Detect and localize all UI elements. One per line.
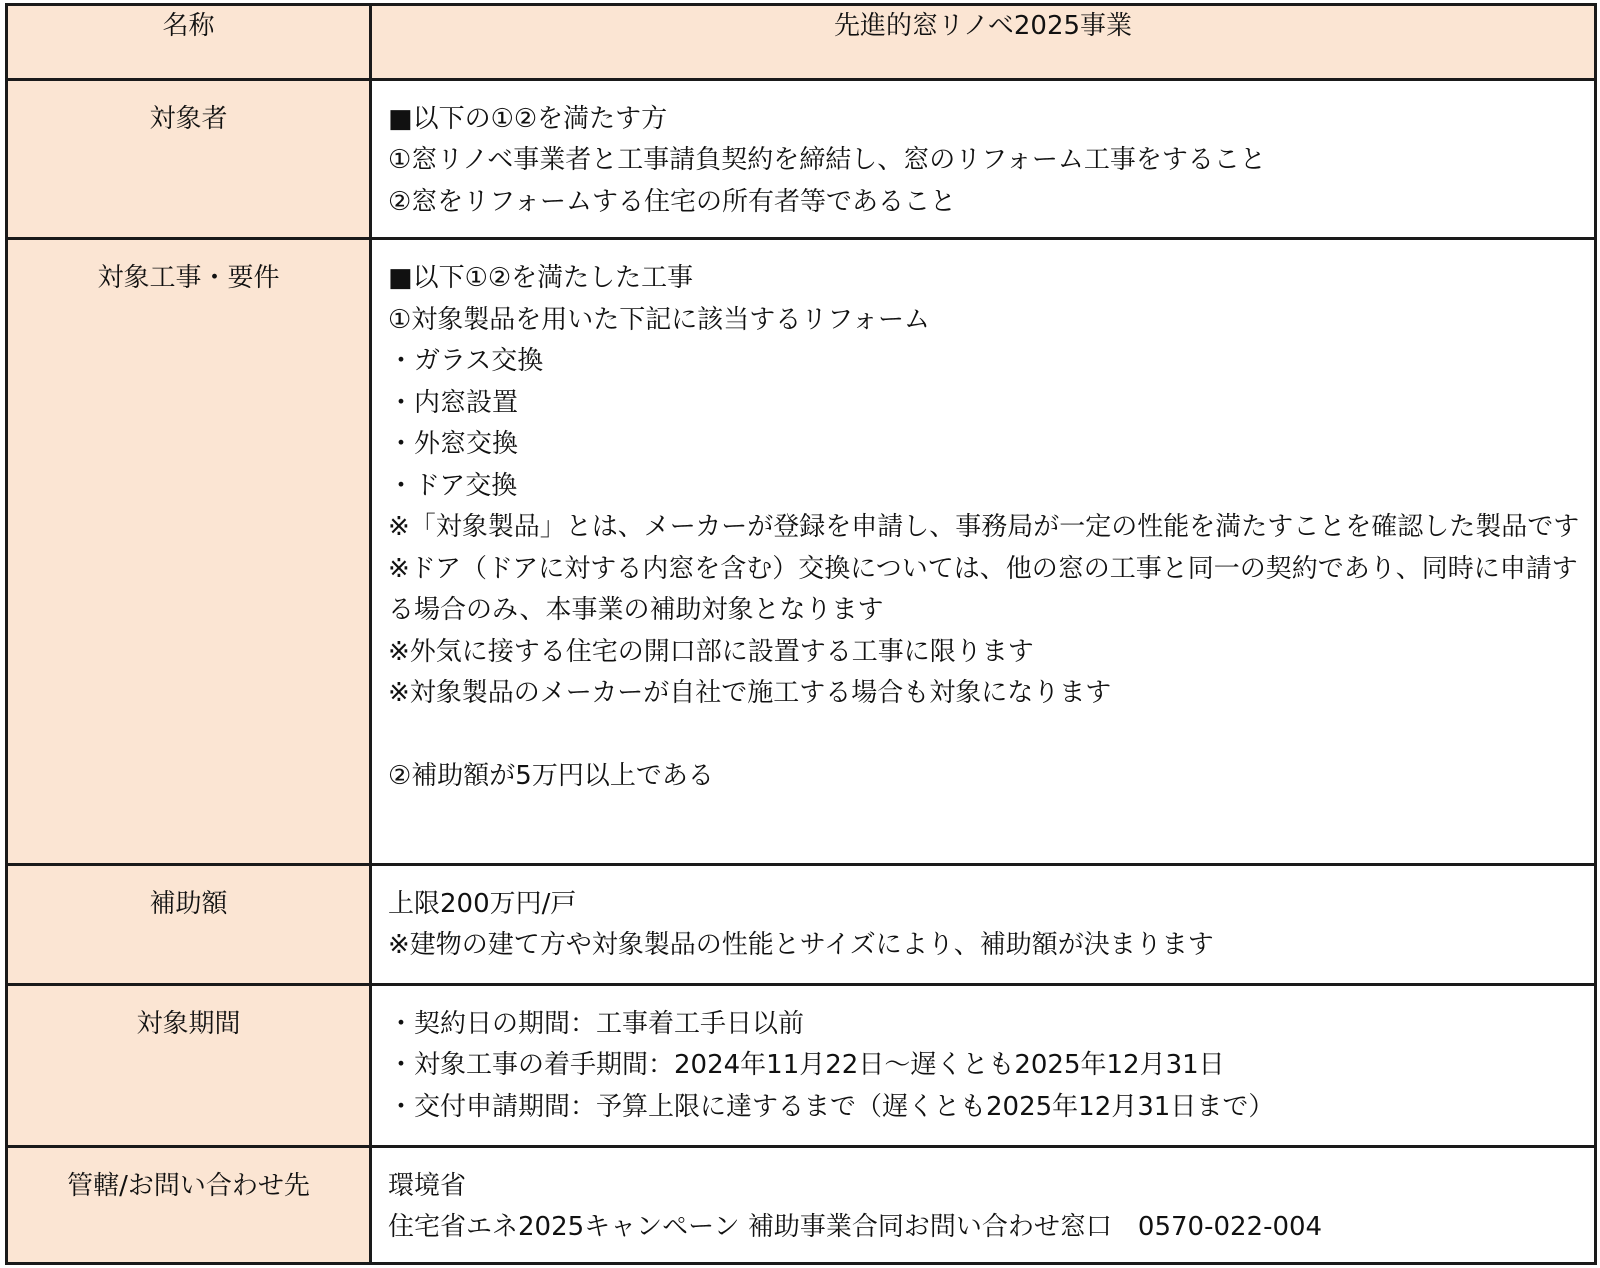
row-label-text: 対象期間 [136, 1008, 241, 1039]
row-label-text: 管轄/お問い合わせ先 [67, 1170, 310, 1201]
table-row-target-period [7, 984, 1596, 1146]
row-value-cell [371, 864, 1596, 984]
header-value-cell [371, 5, 1596, 80]
row-label-text: 補助額 [149, 888, 228, 919]
header-label-text: 名称 [162, 11, 215, 41]
row-value-cell [371, 239, 1596, 864]
row-value-cell [371, 1146, 1596, 1263]
row-value-cell [371, 984, 1596, 1146]
table-header-row [7, 5, 1596, 80]
row-label-cell [7, 864, 371, 984]
table-row-target-works [7, 239, 1596, 864]
row-value-cell [371, 79, 1596, 238]
row-value-text: ■以下の①②を満たす方 ①窓リノベ事業者と工事請負契約を締結し、窓のリフォーム工事をすること ②窓をリフォームする住宅の所有者等であること [388, 103, 1266, 217]
row-label-cell [7, 1146, 371, 1263]
header-label-cell [7, 5, 371, 80]
row-value-text: ■以下①②を満たした工事 ①対象製品を用いた下記に該当するリフォーム ・ガラス交換 ・内窓設置 ・外窓交換 ・ドア交換 ※「対象製品」とは、メーカーが登録を申請し、事務局が一定の性能を満たすことを確認した製品です ※ドア（ドアに対する内窓を含む）交換については、他の窓の工事と同一の契約であり、同時に申請する場合のみ、本事業の補助対象となります ※外気に接する住宅の開口部に設置する工事に限ります ※対象製品のメーカーが自社で施工する場合も対象になります ②補助額が5万円以上である [388, 263, 1580, 792]
table-row-subsidy-amount [7, 864, 1596, 984]
row-value-text: 上限200万円/戸 ※建物の建て方や対象製品の性能とサイズにより、補助額が決まります [388, 888, 1214, 961]
row-label-cell [7, 79, 371, 238]
row-label-cell [7, 984, 371, 1146]
subsidy-info-table [5, 3, 1597, 1265]
table-row-target-persons [7, 79, 1596, 238]
table-row-contact [7, 1146, 1596, 1263]
row-label-text: 対象者 [149, 103, 228, 134]
row-value-text: ・契約日の期間：工事着工手日以前 ・対象工事の着手期間：2024年11月22日～遅くとも2025年12月31日 ・交付申請期間：予算上限に達するまで（遅くとも2025年12月31日まで） [388, 1008, 1275, 1122]
row-value-text: 環境省 住宅省エネ2025キャンペーン 補助事業合同お問い合わせ窓口 0570-022-004 [388, 1170, 1323, 1243]
row-label-cell [7, 239, 371, 864]
row-label-text: 対象工事・要件 [97, 263, 280, 294]
program-name-title: 先進的窓リノベ2025事業 [833, 11, 1133, 41]
